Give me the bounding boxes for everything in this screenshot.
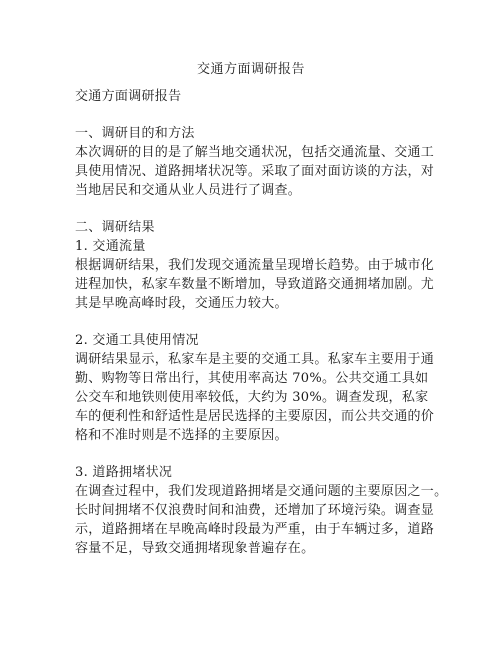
paragraph-line: 本次调研的目的是了解当地交通状况，包括交通流量、交通工 <box>75 145 435 160</box>
paragraph-line: 长时间拥堵不仅浪费时间和油费，还增加了环境污染。调查显 <box>75 503 435 518</box>
paragraph-gap <box>75 313 435 331</box>
paragraph-line: 勤、购物等日常出行，其使用率高达 70%。公共交通工具如 <box>75 371 429 386</box>
section-heading-purpose: 一、调研目的和方法 <box>75 126 195 141</box>
document-title: 交通方面调研报告 <box>196 62 305 77</box>
paragraph-line: 调研结果显示，私家车是主要的交通工具。私家车主要用于通 <box>75 352 435 367</box>
paragraph-line: 格和不准时则是不选择的主要原因。 <box>75 428 288 443</box>
section-heading-results: 二、调研结果 <box>75 220 155 235</box>
paragraph-line: 容量不足，导致交通拥堵现象普遍存在。 <box>75 541 315 556</box>
paragraph-line: 根据调研结果，我们发现交通流量呈现增长趋势。由于城市化 <box>75 258 435 273</box>
document-body <box>75 87 448 558</box>
paragraph-line: 进程加快，私家车数量不断增加，导致道路交通拥堵加剧。尤 <box>75 277 435 292</box>
paragraph-gap <box>75 200 435 218</box>
paragraph-line: 车的便利性和舒适性是居民选择的主要原因，而公共交通的价 <box>75 409 435 424</box>
subsection-heading-road-congestion: 3. 道路拥堵状况 <box>75 465 173 480</box>
subsection-heading-vehicle-usage: 2. 交通工具使用情况 <box>75 333 199 348</box>
paragraph-line: 公交车和地铁则使用率较低，大约为 30%。调查发现，私家 <box>75 390 429 405</box>
paragraph-gap <box>75 445 435 463</box>
document-subtitle: 交通方面调研报告 <box>75 89 182 104</box>
paragraph-line: 在调查过程中，我们发现道路拥堵是交通问题的主要原因之一。 <box>75 484 448 499</box>
paragraph-line: 其是早晚高峰时段，交通压力较大。 <box>75 296 288 311</box>
paragraph-line: 具使用情况、道路拥堵状况等。采取了面对面访谈的方法，对 <box>75 164 435 179</box>
paragraph-line: 当地居民和交通从业人员进行了调查。 <box>75 183 302 198</box>
paragraph-line: 示，道路拥堵在早晚高峰时段最为严重，由于车辆过多，道路 <box>75 522 435 537</box>
paragraph-gap <box>75 106 435 124</box>
subsection-heading-traffic-flow: 1. 交通流量 <box>75 239 146 254</box>
